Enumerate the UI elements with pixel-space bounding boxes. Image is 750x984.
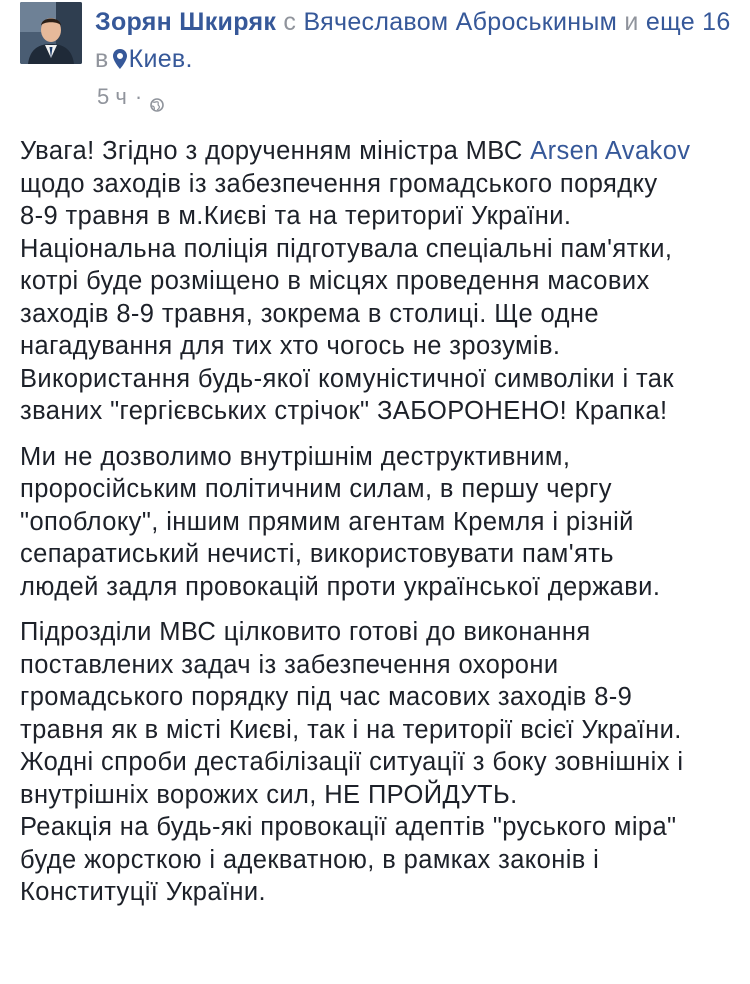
text-line: заходів 8-9 травня, зокрема в столиці. Ще одне [20,299,599,328]
post-time[interactable]: 5 ч [97,84,127,109]
text-line: Конституції України. [20,878,267,906]
text-line: котрі буде розміщено в місцях проведення масових [20,267,650,295]
text-line: людей задля провокацій проти української держави. [20,572,661,601]
text-line: Реакція на будь-які провокації адептів "руського міра" [20,813,677,841]
text-line: щодо заходів із забезпечення громадського порядку [20,169,658,198]
text-line: Національна поліція підготувала спеціальні пам'ятки, [20,234,673,263]
mention-link[interactable]: Arsen Avakov [530,137,691,165]
post-meta [97,84,164,110]
profile-photo [20,2,82,64]
text-line: громадського порядку під час масових заходів 8-9 [20,683,633,711]
text-line: травня як в місті Києві, так і на території всієї України. [20,715,682,744]
text-line: 8-9 травня в м.Києві та на териториї України. [20,202,572,230]
text-line: Жодні спроби дестабілізації ситуації з боку зовнішніх і [20,748,684,776]
post-paragraph-1 [20,135,740,428]
with-prefix: с [283,8,297,36]
text-line: нагадування для тих хто чогось не зрозумів. [20,332,561,360]
author-name[interactable]: Зорян Шкиряк [95,8,277,36]
post-header [95,4,745,80]
text-line: буде жорсткою і адекватною, в рамках законів і [20,845,600,874]
text-line: проросійським політичним силам, в першу чергу [20,475,612,503]
location-link[interactable]: Киев. [128,45,193,73]
tagged-others-link[interactable]: еще 16 [645,8,731,36]
meta-separator: · [134,84,143,109]
text-line: Підрозділи МВС цілковито готові до виконання [20,618,591,646]
and-text: и [624,8,639,36]
avatar[interactable] [20,2,82,64]
tagged-person-link[interactable]: Вячеславом Аброськиным [303,8,618,36]
text-line: Ми не дозволимо внутрішнім деструктивним, [20,442,571,471]
text-line: поставлених задач із забезпечення охорони [20,650,559,679]
globe-icon[interactable] [150,92,164,106]
text-line: "опоблоку", іншим прямим агентам Кремля і різній [20,507,634,536]
text-line: званих "гергієвських стрічок" ЗАБОРОНЕНО! Крапка! [20,397,668,425]
post-paragraph-2 [20,441,740,604]
location-pin-icon [113,43,127,80]
text-line: внутрішніх ворожих сил, НЕ ПРОЙДУТЬ. [20,780,518,809]
text-line: Використання будь-якої комуністичної символіки і так [20,364,674,393]
text-segment: Увага! Згідно з дорученням міністра МВС [20,137,531,165]
post-paragraph-3 [20,616,740,909]
post-body [20,135,740,909]
text-line: сепаратиський нечисті, використовувати пам'ять [20,540,614,568]
text-line [20,135,740,168]
in-text: в [95,45,109,73]
